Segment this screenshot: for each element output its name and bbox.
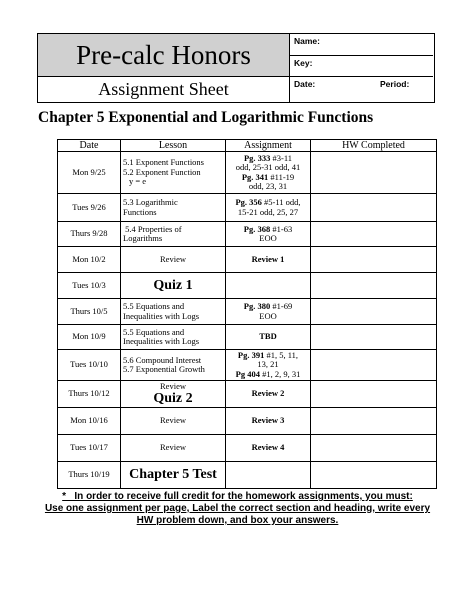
column-header-assignment: Assignment <box>226 140 311 152</box>
table-row <box>58 381 437 408</box>
hw-completed-cell[interactable] <box>311 325 437 350</box>
lesson-cell <box>121 247 226 273</box>
date-cell: Mon 10/2 <box>58 247 121 273</box>
lesson-line: Inequalities with Logs <box>123 336 200 347</box>
problems: EOO <box>259 233 277 244</box>
lesson-cell <box>121 222 226 247</box>
date-cell: Mon 9/25 <box>58 152 121 194</box>
lesson-line: 5.6 Compound Interest <box>123 354 202 365</box>
problems: 13, 21 <box>257 359 279 370</box>
lesson-line: 5.4 Properties of <box>123 223 182 234</box>
problems: #1, 2, 9, 31 <box>259 368 301 379</box>
table-row <box>58 325 437 350</box>
lesson-cell <box>121 350 226 381</box>
table-row <box>58 435 437 462</box>
footnote-line-3: HW problem down, and box your answers. <box>136 515 339 526</box>
table-row <box>58 299 437 325</box>
hw-completed-cell[interactable] <box>311 222 437 247</box>
date-cell: Thurs 9/28 <box>58 222 121 247</box>
lesson-cell <box>121 152 226 194</box>
hw-completed-cell[interactable] <box>311 381 437 408</box>
problems: 15-21 odd, 25, 27 <box>237 206 299 217</box>
table-row <box>58 350 437 381</box>
page-subtitle: Assignment Sheet <box>98 79 229 99</box>
lesson-line: Functions <box>123 206 157 217</box>
date-cell: Mon 10/9 <box>58 325 121 350</box>
date-cell: Tues 10/10 <box>58 350 121 381</box>
hw-completed-cell[interactable] <box>311 435 437 462</box>
lesson-line: 5.5 Equations and <box>123 301 185 312</box>
page-ref: Review 3 <box>251 415 285 426</box>
assignment-cell <box>226 435 311 462</box>
lesson-cell <box>121 273 226 299</box>
quiz-label: Quiz 1 <box>153 277 193 293</box>
assignment-cell <box>226 325 311 350</box>
lesson-cell <box>121 325 226 350</box>
page-ref: Review 4 <box>251 442 285 453</box>
page-title: Pre-calc Honors <box>76 39 251 70</box>
page-ref: Pg. 391 <box>237 349 265 360</box>
assignment-cell <box>226 408 311 435</box>
table-row <box>58 408 437 435</box>
assignment-cell <box>226 273 311 299</box>
table-row <box>58 222 437 247</box>
lesson-line: 5.1 Exponent Functions <box>123 157 204 168</box>
page-ref: Review 1 <box>251 253 285 264</box>
test-label: Chapter 5 Test <box>129 467 217 483</box>
assignment-cell <box>226 462 311 489</box>
page-ref: Review 2 <box>251 388 285 399</box>
hw-completed-cell[interactable] <box>311 152 437 194</box>
assignment-cell <box>226 194 311 222</box>
hw-completed-cell[interactable] <box>311 408 437 435</box>
hw-completed-cell[interactable] <box>311 247 437 273</box>
date-cell: Thurs 10/12 <box>58 381 121 408</box>
table-header-row <box>58 140 437 152</box>
lesson-line: y = e <box>129 176 147 187</box>
key-label: Key: <box>294 58 313 68</box>
lesson-line: 5.2 Exponent Function <box>123 166 201 177</box>
lesson-line: Review <box>160 380 186 391</box>
lesson-line: Logarithms <box>123 233 163 244</box>
assignment-cell <box>226 152 311 194</box>
column-header-date: Date <box>58 140 121 152</box>
date-label: Date: <box>294 79 316 89</box>
page-ref: Pg. 380 <box>243 301 271 312</box>
lesson-cell <box>121 299 226 325</box>
hw-completed-cell[interactable] <box>311 194 437 222</box>
problems: odd, 25-31 odd, 41 <box>235 162 301 173</box>
lesson-line: Review <box>160 253 186 264</box>
date-cell: Mon 10/16 <box>58 408 121 435</box>
hw-completed-cell[interactable] <box>311 299 437 325</box>
page-ref: Pg. 356 <box>235 197 262 208</box>
name-label: Name: <box>294 36 320 46</box>
assignment-table <box>57 139 437 489</box>
page-ref: Pg. 333 <box>243 152 271 163</box>
table-row <box>58 152 437 194</box>
header-box <box>37 33 435 103</box>
date-cell: Tues 9/26 <box>58 194 121 222</box>
problems: #5-11 odd, <box>261 197 301 208</box>
problems: #1-63 <box>270 223 293 234</box>
table-row <box>58 273 437 299</box>
lesson-line: 5.3 Logarithmic <box>123 197 178 208</box>
hw-completed-cell[interactable] <box>311 350 437 381</box>
page-ref: Pg 404 <box>235 368 260 379</box>
lesson-cell <box>121 408 226 435</box>
date-period-field[interactable] <box>290 77 433 102</box>
assignment-cell <box>226 350 311 381</box>
problems: #3-11 <box>270 152 293 163</box>
date-cell: Thurs 10/5 <box>58 299 121 325</box>
period-label: Period: <box>380 79 410 89</box>
lesson-cell <box>121 194 226 222</box>
footnote <box>40 491 435 527</box>
chapter-title: Chapter 5 Exponential and Logarithmic Functions <box>38 109 374 126</box>
footnote-line-2: Use one assignment per page, Label the correct section and heading, write every <box>44 503 431 514</box>
hw-completed-cell[interactable] <box>311 462 437 489</box>
lesson-cell <box>121 462 226 489</box>
page-ref: TBD <box>259 331 277 342</box>
page-ref: Pg. 368 <box>243 223 271 234</box>
lesson-line: Inequalities with Logs <box>123 310 200 321</box>
column-header-hw-completed: HW Completed <box>311 140 437 152</box>
assignment-cell <box>226 247 311 273</box>
table-row <box>58 194 437 222</box>
subtitle-cell <box>38 77 290 102</box>
lesson-line: 5.7 Exponential Growth <box>123 364 205 375</box>
problems: EOO <box>259 310 277 321</box>
lesson-cell <box>121 435 226 462</box>
problems: odd, 23, 31 <box>248 181 288 192</box>
lesson-line: Review <box>160 442 186 453</box>
quiz-label: Quiz 2 <box>153 391 193 407</box>
hw-completed-cell[interactable] <box>311 273 437 299</box>
assignment-cell <box>226 381 311 408</box>
problems: #11-19 <box>268 171 295 182</box>
page-ref: Pg. 341 <box>241 171 269 182</box>
name-field[interactable] <box>290 34 433 56</box>
lesson-line: 5.5 Equations and <box>123 326 185 337</box>
assignment-cell <box>226 299 311 325</box>
assignment-cell <box>226 222 311 247</box>
table-row <box>58 247 437 273</box>
title-cell <box>38 34 290 77</box>
key-field[interactable] <box>290 56 433 77</box>
date-cell: Tues 10/3 <box>58 273 121 299</box>
lesson-line: Review <box>160 415 186 426</box>
problems: #1, 5, 11, <box>264 349 299 360</box>
date-cell: Thurs 10/19 <box>58 462 121 489</box>
table-row <box>58 462 437 489</box>
footnote-line-1: * In order to receive full credit for the homework assignments, you must: <box>62 491 413 502</box>
problems: #1-69 <box>270 301 293 312</box>
column-header-lesson: Lesson <box>121 140 226 152</box>
date-cell: Tues 10/17 <box>58 435 121 462</box>
lesson-cell <box>121 381 226 408</box>
